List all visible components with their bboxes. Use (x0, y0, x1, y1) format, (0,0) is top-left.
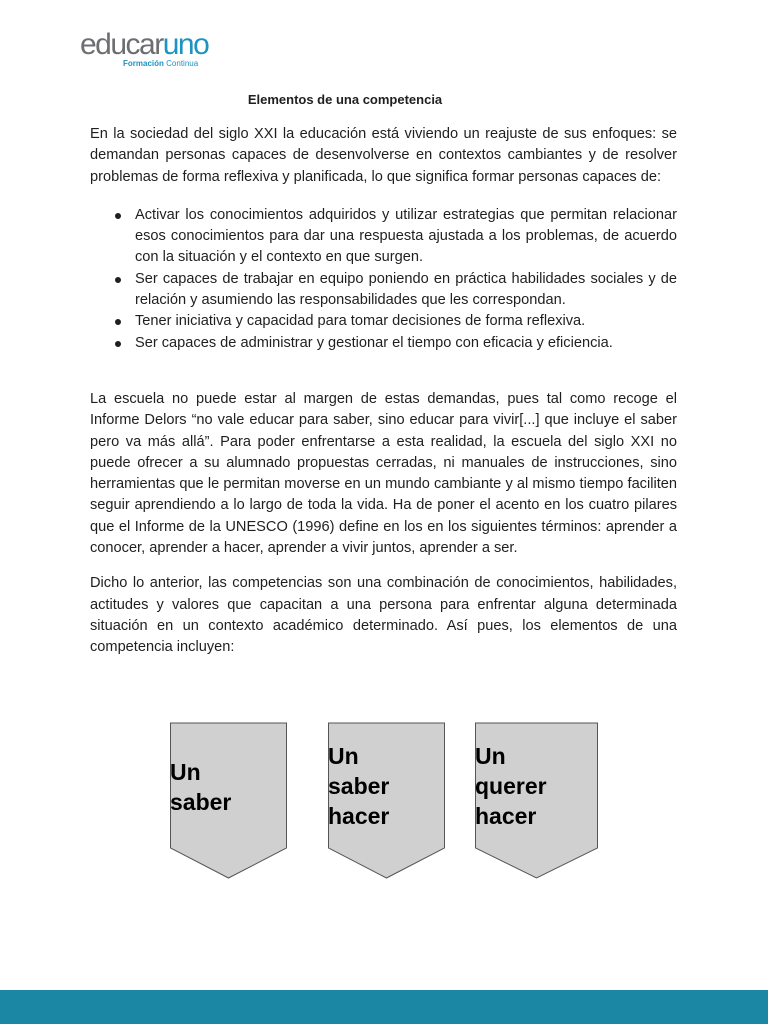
logo-subtitle-light: Continua (166, 59, 199, 68)
bullet-item: Ser capaces de trabajar en equipo poniendo en práctica habilidades sociales y de relación y asumiendo las responsabilidades que les correspondan. (90, 269, 677, 312)
document-title: Elementos de una competencia (247, 92, 443, 107)
logo-text-gray: educar (80, 28, 163, 61)
logo-wordmark (80, 30, 220, 60)
logo-subtitle (123, 59, 198, 68)
document-body (90, 124, 677, 659)
paragraph-competencias: Dicho lo anterior, las competencias son una combinación de conocimientos, habilidades, actitudes y valores que capacitan a una persona para enfrentar alguna determinada situación en un contexto académico determinado. Así pues, los elementos de una competencia incluyen: (90, 575, 677, 656)
bullet-item: Tener iniciativa y capacidad para tomar decisiones de forma reflexiva. (90, 311, 677, 332)
bullet-item: Activar los conocimientos adquiridos y utilizar estrategias que permitan relacionar esos conocimientos para dar una respuesta ajustada a los problemas, de acuerdo con la situación y el contexto en que surgen. (90, 205, 677, 269)
bullet-item: Ser capaces de administrar y gestionar el tiempo con eficacia y eficiencia. (90, 333, 677, 354)
footer-bar (0, 990, 768, 1024)
logo-text-blue: uno (162, 28, 209, 61)
competence-elements-diagram (0, 720, 768, 885)
educaruno-logo (80, 30, 220, 72)
logo-subtitle-bold: Formación (123, 59, 164, 68)
paragraph-intro: En la sociedad del siglo XXI la educación está viviendo un reajuste de sus enfoques: se demandan personas capaces de desenvolverse en contextos cambiantes y de resolver problemas de forma reflexiva y planificada, lo que significa formar personas capaces de: (90, 126, 677, 185)
paragraph-delors: La escuela no puede estar al margen de estas demandas, pues tal como recoge el Informe Delors “no vale educar para saber, sino educar para vivir[...] que incluye el saber pero va más allá”. Para poder enfrentarse a esta realidad, la escuela del siglo XXI no puede ofrecer a su alumnado propuestas cerradas, ni manuales de instrucciones, sino herramientas que le permitan moverse en un mundo cambiante y al mismo tiempo faciliten seguir aprendiendo a lo largo de toda la vida. Ha de poner el acento en los cuatro pilares que el Informe de la UNESCO (1996) define en los en los siguientes términos: aprender a conocer, aprender a hacer, aprender a vivir juntos, aprender a ser. (90, 390, 677, 557)
bullet-list (90, 205, 677, 354)
